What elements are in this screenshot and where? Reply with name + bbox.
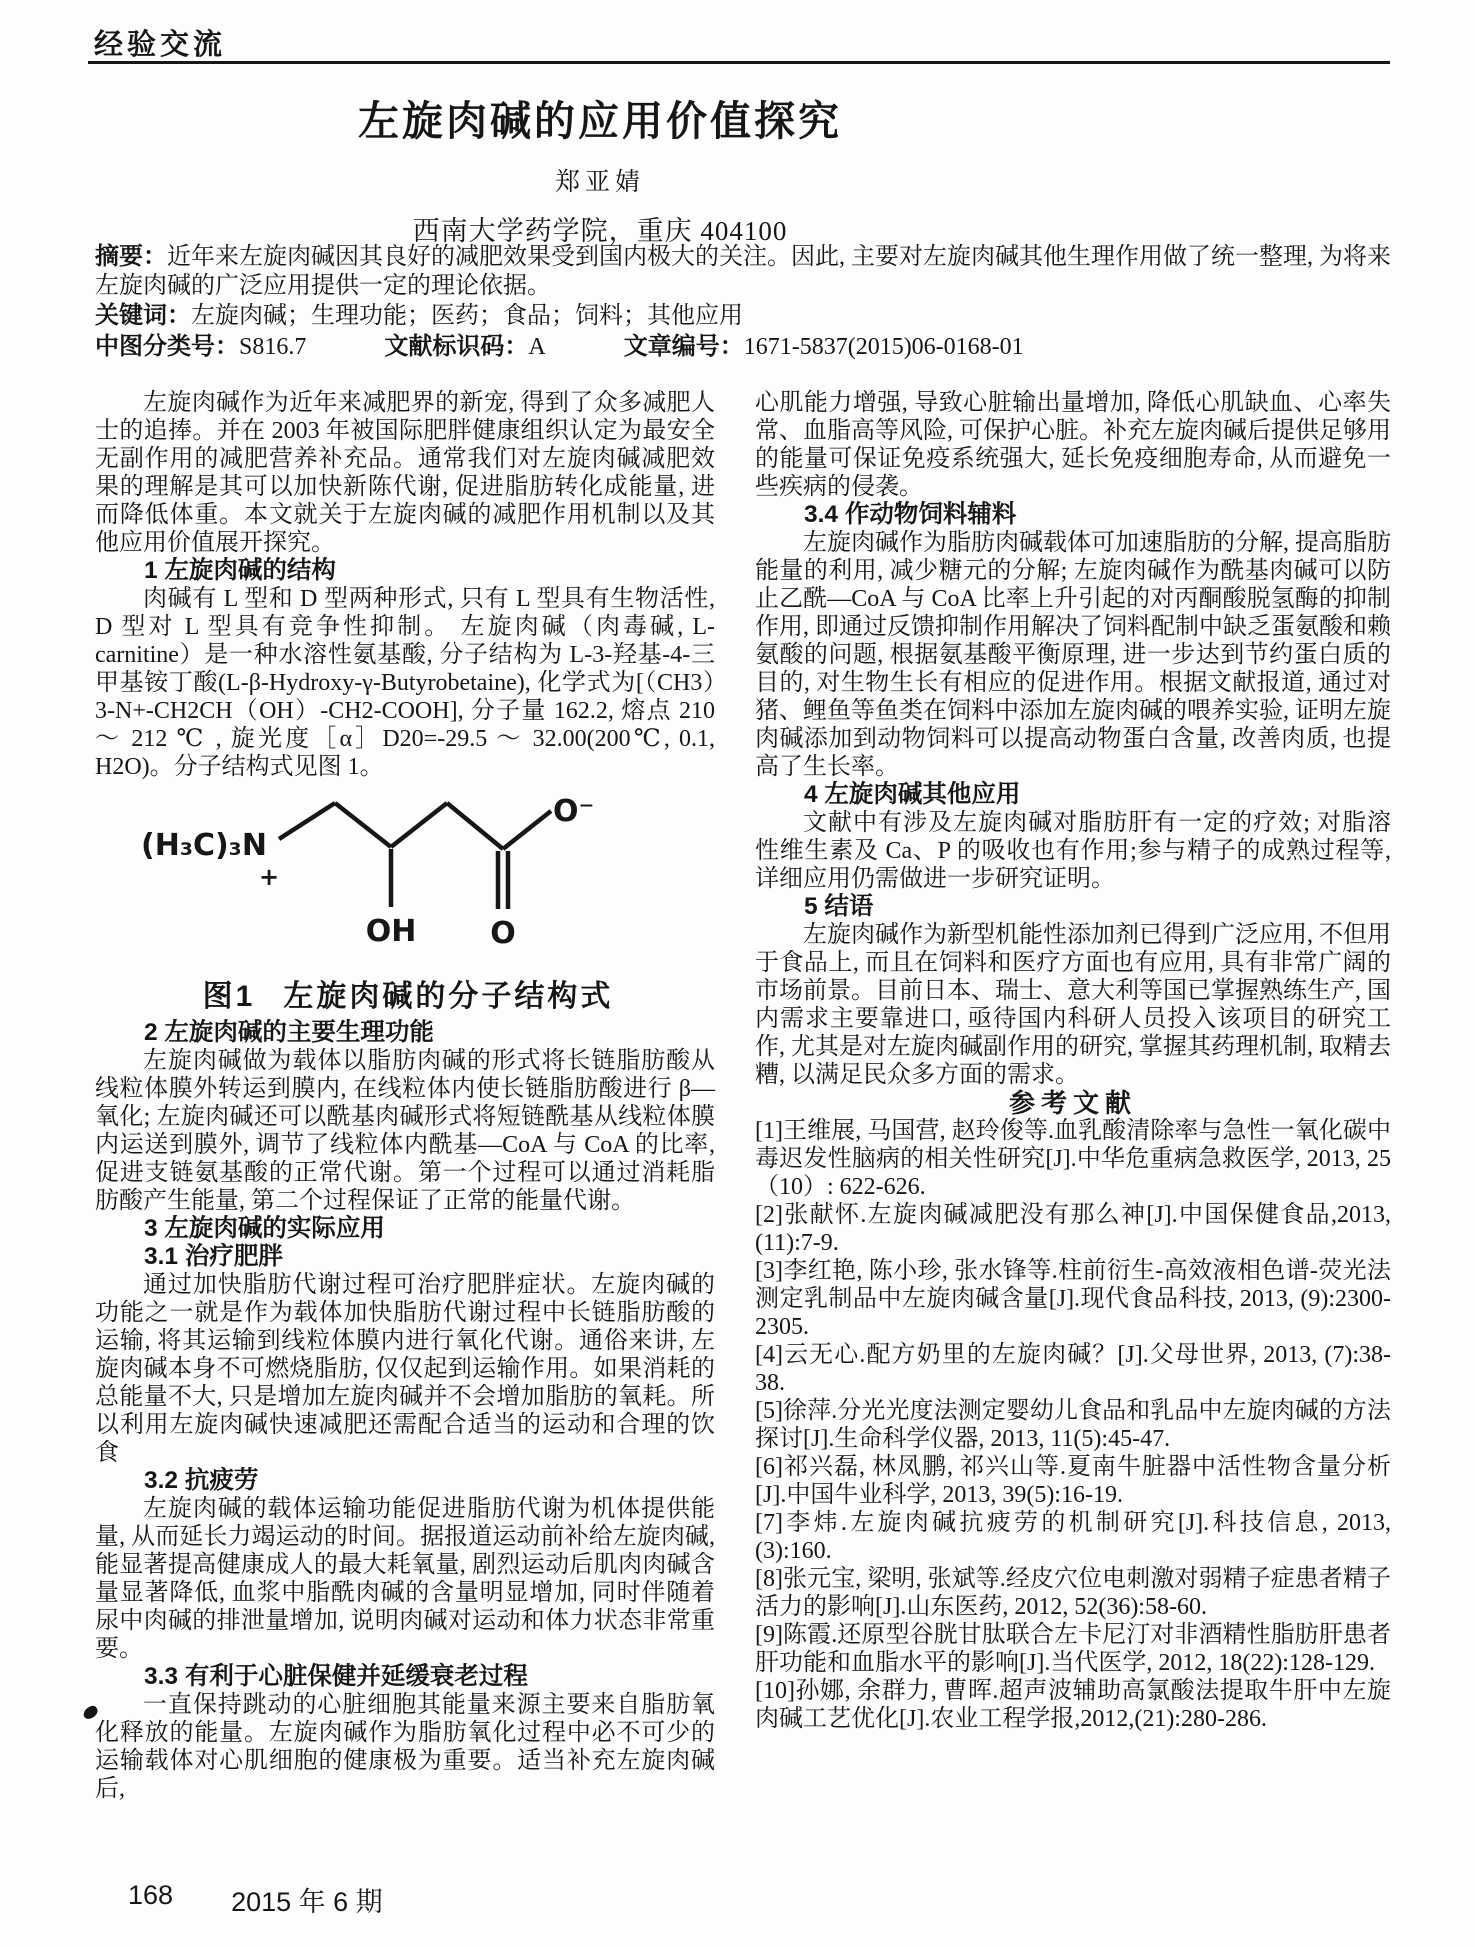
- clc-value: S816.7: [239, 334, 307, 360]
- reference-item: [10]孙娜, 余群力, 曹晖.超声波辅助高氯酸法提取牛肝中左旋肉碱工艺优化[J].农业工程学报,2012,(21):280-286.: [755, 1678, 1391, 1732]
- figure-1: [101, 791, 715, 1011]
- doc-code-label: 文献标识码：: [384, 333, 529, 360]
- article-id-group: [624, 334, 1024, 360]
- clc-group: [95, 334, 306, 360]
- reference-item: [1]王维展, 马国营, 赵玲俊等.血乳酸清除率与急性一氧化碳中毒迟发性脑病的相关性研究[J].中华危重病急救医学, 2013, 25（10）: 622-626.: [755, 1118, 1391, 1200]
- reference-item: [7]李炜.左旋肉碱抗疲劳的机制研究[J].科技信息, 2013, (3):160.: [755, 1510, 1391, 1564]
- reference-item: [4]云无心.配方奶里的左旋肉碱？[J].父母世界, 2013, (7):38-38.: [755, 1342, 1391, 1396]
- intro-paragraph: 左旋肉碱作为近年来减肥界的新宠, 得到了众多减肥人士的追捧。并在 2003 年被国际肥胖健康组织认定为最安全无副作用的减肥营养补充品。通常我们对左旋肉碱减肥效果的理解是其可以加快新陈代谢, 促进脂肪转化成能量, 进而降低体重。本文就关于左旋肉碱的减肥作用机制以及其他应用价值展开探究。: [95, 390, 715, 556]
- section-heading-3-1: 3.1 治疗肥胖: [144, 1243, 283, 1270]
- author-name: 郑亚婧: [554, 169, 645, 196]
- section-3-4-paragraph: 左旋肉碱作为脂肪肉碱载体可加速脂肪的分解, 提高脂肪能量的利用, 减少糖元的分解; 左旋肉碱作为酰基肉碱可以防止乙酰—CoA 与 CoA 比率上升引起的对丙酮酸脱氢酶的抑制作用, 即通过反馈抑制作用解决了饲料配制中缺乏蛋氨酸和赖氨酸的问题, 根据氨基酸平衡原理, 进一步达到节约蛋白质的目的, 对生物生长有相应的促进作用。根据文献报道, 通过对猪、鲤鱼等鱼类在饲料中添加左旋肉碱的喂养实验, 证明左旋肉碱添加到动物饲料可以提高动物蛋白含量, 改善肉质, 也提高了生长率。: [755, 530, 1391, 780]
- hydroxyl-label: OH: [365, 914, 417, 949]
- section-1-paragraph: 肉碱有 L 型和 D 型两种形式, 只有 L 型具有生物活性, D 型对 L 型具有竞争性抑制。 左旋肉碱（肉毒碱, L-carnitine）是一种水溶性氨基酸, 分子结构为 L-3-羟基-4-三甲基铵丁酸(L-β-Hydroxy-γ-Butyrobetaine), 化学式为[（CH3）3-N+-CH2CH（OH）-CH2-COOH], 分子量 162.2, 熔点 210 ～ 212 ℃ , 旋光度［α］D20=-29.5 ～ 32.00(200℃, 0.1, H2O)。分子结构式见图 1。: [95, 586, 715, 780]
- article-id-value: 1671-5837(2015)06-0168-01: [743, 334, 1024, 360]
- section-heading-3-2: 3.2 抗疲劳: [144, 1467, 259, 1494]
- section-heading-5: 5 结语: [804, 893, 874, 920]
- abstract-label: 摘要：: [95, 243, 167, 270]
- section-2-paragraph: 左旋肉碱做为载体以脂肪肉碱的形式将长链脂肪酸从线粒体膜外转运到膜内, 在线粒体内使长链脂肪酸进行 β—氧化; 左旋肉碱还可以酰基肉碱形式将短链酰基从线粒体膜内运送到膜外, 调节了线粒体内酰基—CoA 与 CoA 的比率, 促进支链氨基酸的正常代谢。第一个过程可以通过消耗脂肪酸产生能量, 第二个过程保证了正常的能量代谢。: [95, 1048, 715, 1214]
- section-heading-3: 3 左旋肉碱的实际应用: [144, 1215, 385, 1242]
- section-3-1-paragraph: 通过加快脂肪代谢过程可治疗肥胖症状。左旋肉碱的功能之一就是作为载体加快脂肪代谢过程中长链脂肪酸的运输, 将其运输到线粒体膜内进行氧化代谢。通俗来讲, 左旋肉碱本身不可燃烧脂肪, 仅仅起到运输作用。如果消耗的总能量不大, 只是增加左旋肉碱并不会增加脂肪的氧耗。所以利用左旋肉碱快速减肥还需配合适当的运动和合理的饮食: [95, 1272, 715, 1466]
- keywords-text: 左旋肉碱；生理功能；医药；食品；饲料；其他应用: [191, 303, 743, 329]
- reference-item: [3]李红艳, 陈小珍, 张水锋等.柱前衍生-高效液相色谱-荧光法测定乳制品中左旋肉碱含量[J].现代食品科技, 2013, (9):2300-2305.: [755, 1258, 1391, 1340]
- plus-charge-label: +: [259, 863, 280, 891]
- reference-item: [6]祁兴磊, 林凤鹏, 祁兴山等.夏南牛脏器中活性物含量分析[J].中国牛业科学, 2013, 39(5):16-19.: [755, 1454, 1391, 1508]
- page-number: 168: [128, 1880, 174, 1910]
- section-heading-3-4: 3.4 作动物饲料辅料: [804, 501, 1017, 528]
- carbonyl-oxygen-label: O: [490, 916, 516, 951]
- abstract-text: 近年来左旋肉碱因其良好的减肥效果受到国内极大的关注。因此, 主要对左旋肉碱其他生理作用做了统一整理, 为将来左旋肉碱的广泛应用提供一定的理论依据。: [95, 244, 1391, 299]
- section-3-3-continuation: 心肌能力增强, 导致心脏输出量增加, 降低心肌缺血、心率失常、血脂高等风险, 可保护心脏。补充左旋肉碱后提供足够用的能量可保证免疫系统强大, 延长免疫细胞寿命, 从而避免一些疾病的侵袭。: [755, 390, 1391, 500]
- article-meta: [95, 242, 1391, 362]
- reference-item: [2]张献怀.左旋肉碱减肥没有那么神[J].中国保健食品,2013,(11):7-9.: [755, 1202, 1391, 1256]
- clc-label: 中图分类号：: [95, 333, 239, 360]
- article-title: 左旋肉碱的应用价值探究: [358, 98, 842, 144]
- journal-column-label: 经验交流: [94, 29, 227, 61]
- reference-item: [5]徐萍.分光光度法测定婴幼儿食品和乳品中左旋肉碱的方法探讨[J].生命科学仪器, 2013, 11(5):45-47.: [755, 1398, 1391, 1452]
- front-matter: [0, 88, 1200, 248]
- section-4-paragraph: 文献中有涉及左旋肉碱对脂肪肝有一定的疗效; 对脂溶性维生素及 Ca、P 的吸收也有作用;参与精子的成熟过程等, 详细应用仍需做进一步研究证明。: [755, 810, 1391, 892]
- reference-item: [9]陈霞.还原型谷胱甘肽联合左卡尼汀对非酒精性脂肪肝患者肝功能和血脂水平的影响[J].当代医学, 2012, 18(22):128-129.: [755, 1622, 1391, 1676]
- atom-labels: [141, 794, 594, 951]
- section-heading-2: 2 左旋肉碱的主要生理功能: [144, 1019, 434, 1046]
- classification-row: [95, 332, 1391, 362]
- references-heading: 参考文献: [1008, 1088, 1137, 1118]
- abstract: [95, 242, 1391, 301]
- section-3-2-paragraph: 左旋肉碱的载体运输功能促进脂肪代谢为机体提供能量, 从而延长力竭运动的时间。据报道运动前补给左旋肉碱, 能显著提高健康成人的最大耗氧量, 剧烈运动后肌肉肉碱含量显著降低, 血浆中脂酰肉碱的含量明显增加, 同时伴随着尿中肉碱的排泄量增加, 说明肉碱对运动和体力状态非常重要。: [95, 1496, 715, 1662]
- doc-code-value: A: [528, 334, 546, 360]
- molecular-structure-figure: [101, 791, 701, 971]
- trimethyl-ammonium-label: (H₃C)₃N: [141, 828, 267, 863]
- keywords-label: 关键词：: [95, 302, 191, 329]
- section-3-3-paragraph: 一直保持跳动的心脏细胞其能量来源主要来自脂肪氧化释放的能量。左旋肉碱作为脂肪氧化过程中必不可少的运输载体对心肌细胞的健康极为重要。适当补充左旋肉碱后,: [95, 1692, 715, 1802]
- section-heading-4: 4 左旋肉碱其他应用: [804, 781, 1021, 808]
- section-heading-3-3: 3.3 有利于心脏保健并延缓衰老过程: [144, 1663, 528, 1690]
- right-column: [755, 389, 1391, 1803]
- figure-caption-tag: 图1: [202, 980, 256, 1013]
- keywords: [95, 301, 1391, 331]
- doc-code-group: [384, 334, 545, 360]
- oxide-anion-label: O⁻: [553, 794, 595, 829]
- header-rule: [88, 61, 1390, 64]
- issue-label: 2015 年 6 期: [231, 1887, 383, 1917]
- figure-caption: [101, 980, 715, 1013]
- figure-caption-text: 左旋肉碱的分子结构式: [283, 980, 614, 1013]
- section-heading-1: 1 左旋肉碱的结构: [144, 557, 336, 584]
- page-footer: [128, 1880, 383, 1919]
- reference-item: [8]张元宝, 梁明, 张斌等.经皮穴位电刺激对弱精子症患者精子活力的影响[J].山东医药, 2012, 52(36):58-60.: [755, 1566, 1391, 1620]
- two-column-body: [95, 389, 1391, 1803]
- article-id-label: 文章编号：: [623, 333, 744, 360]
- left-column: [95, 389, 715, 1803]
- author-affiliation: 西南大学药学院，重庆 404100: [412, 216, 788, 246]
- bond-lines: [279, 803, 551, 909]
- section-5-paragraph: 左旋肉碱作为新型机能性添加剂已得到广泛应用, 不但用于食品上, 而且在饲料和医疗方面也有应用, 具有非常广阔的市场前景。目前日本、瑞士、意大利等国已掌握熟练生产, 国内需求主要靠进口, 亟待国内科研人员投入该项目的研究工作, 尤其是对左旋肉碱副作用的研究, 掌握其药理机制, 取精去糟, 以满足民众多方面的需求。: [755, 922, 1391, 1088]
